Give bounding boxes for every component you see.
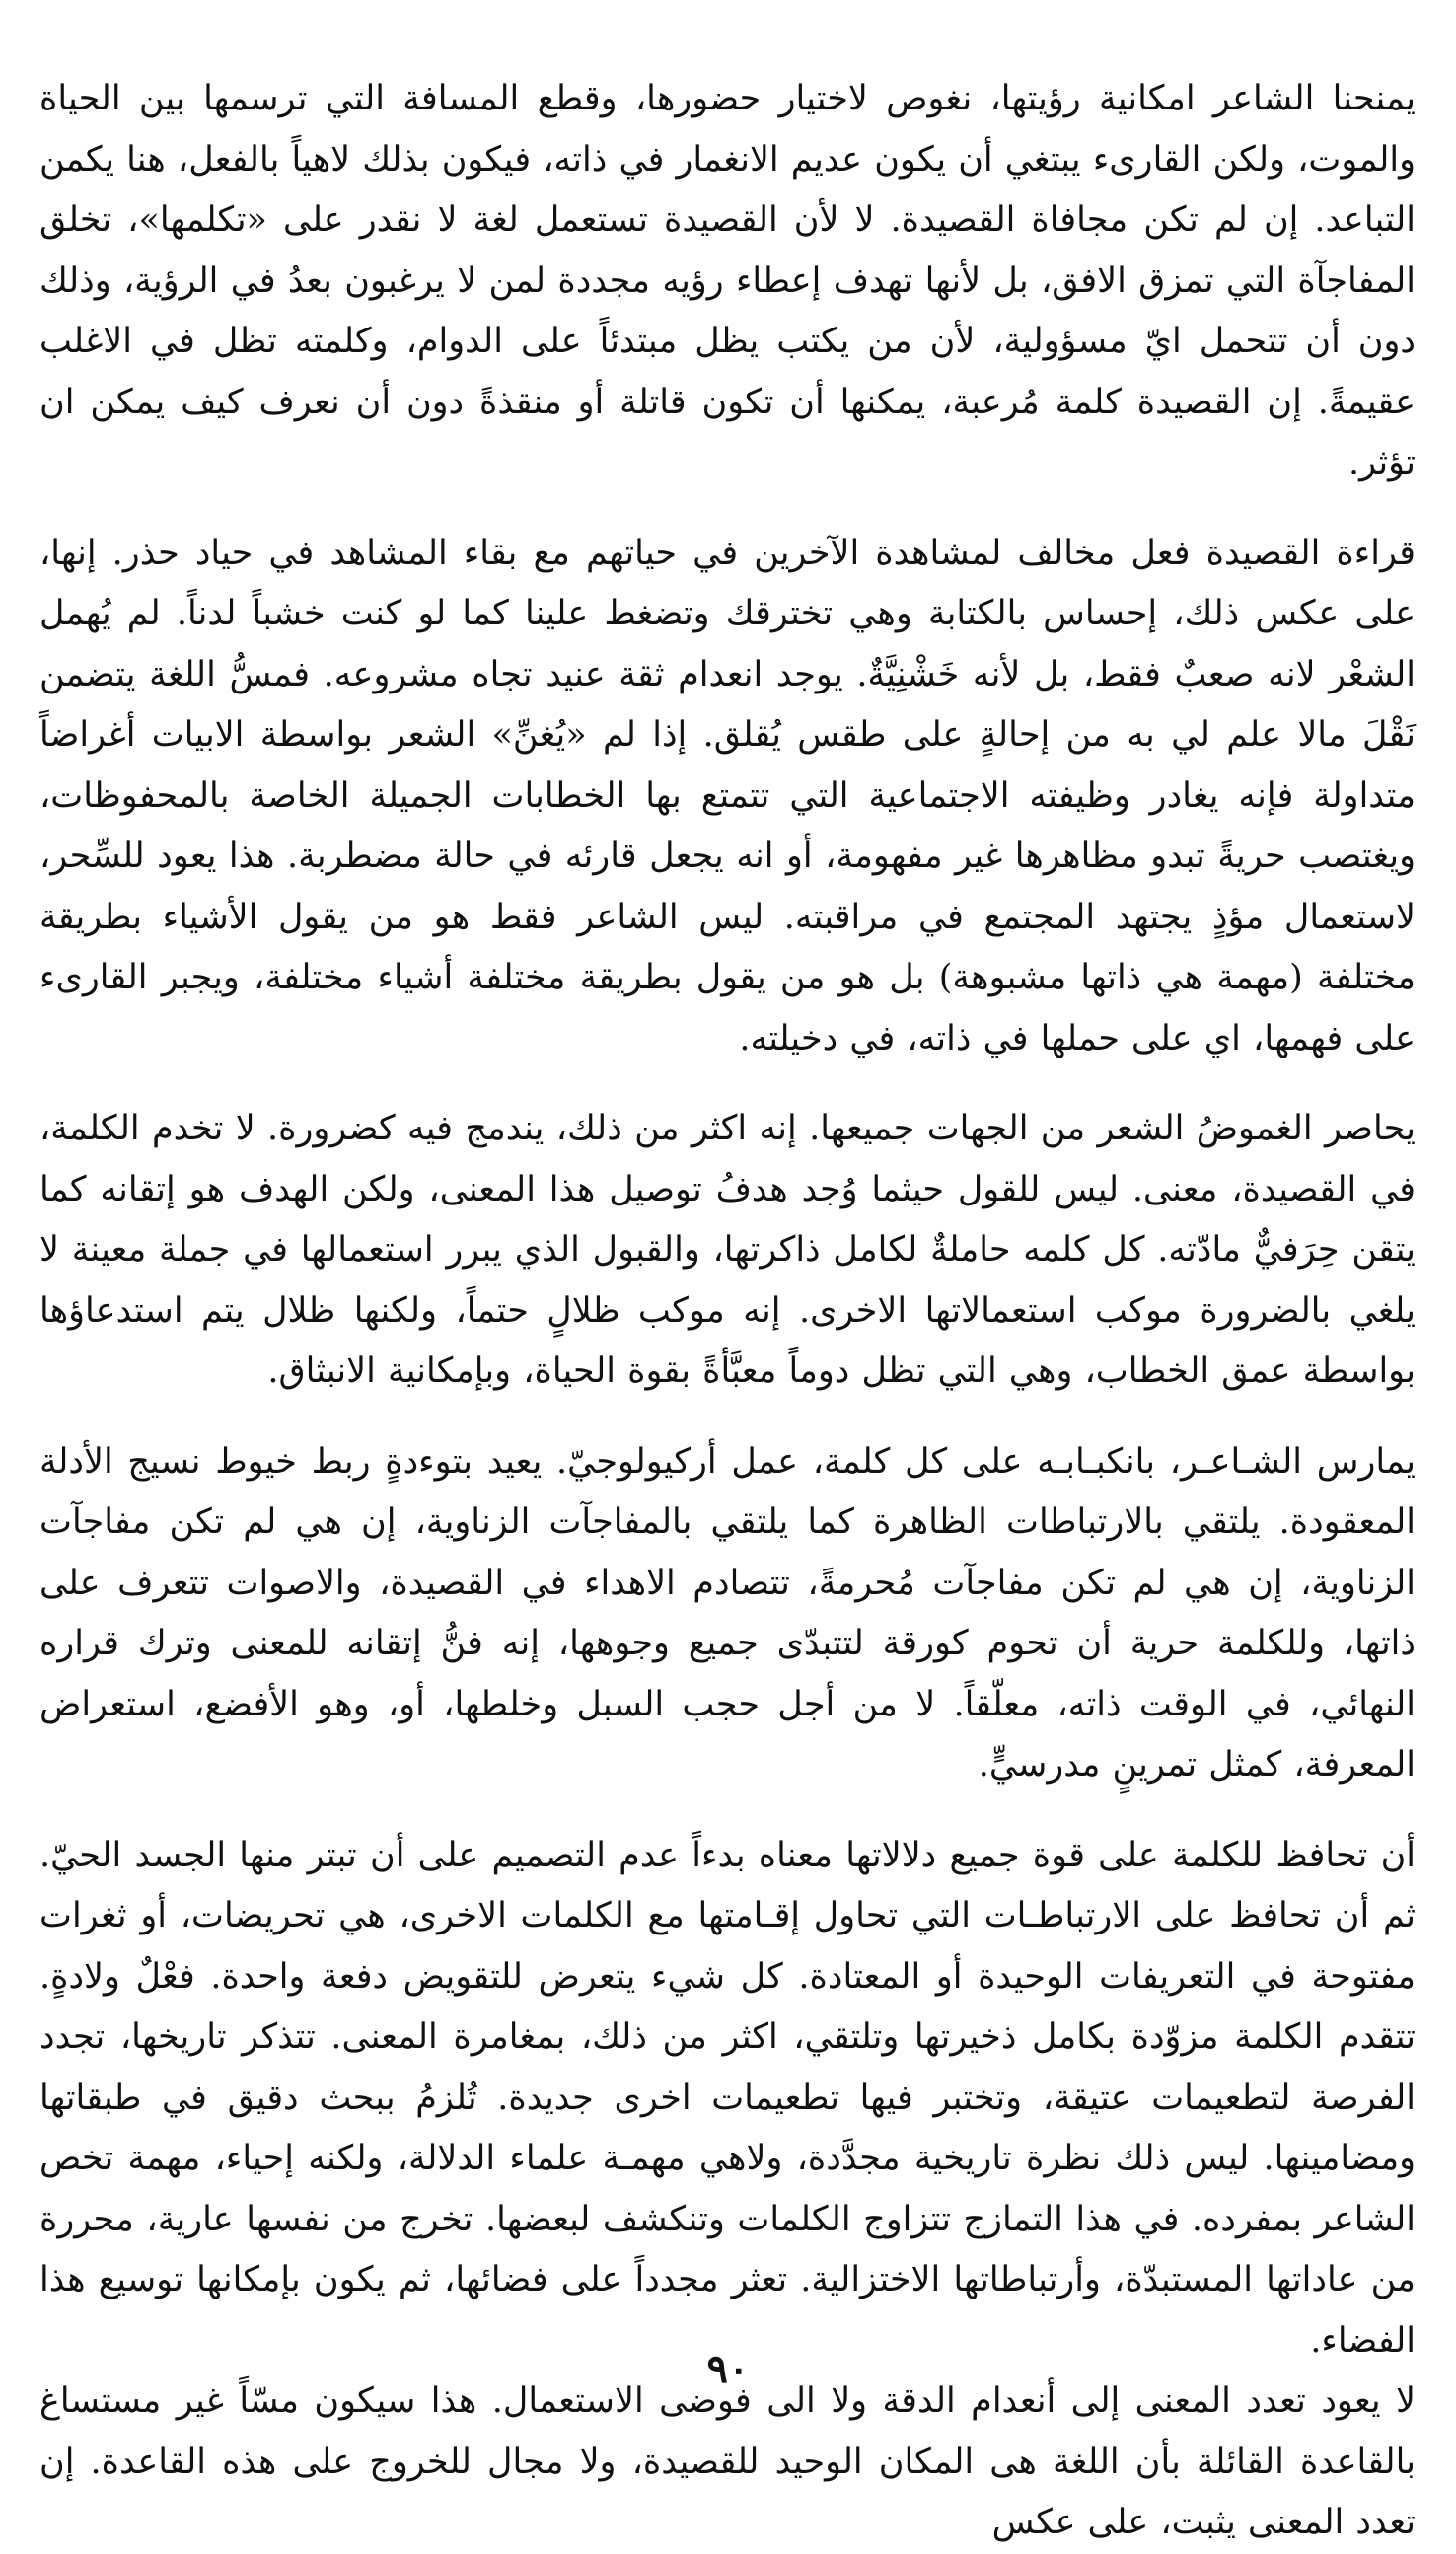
paragraph-2: قراءة القصيدة فعل مخالف لمشاهدة الآخرين في حياتهم مع بقاء المشاهد في حياد حذر. إنها، على عكس ذلك، إحساس بالكتابة وهي تخترقك وتضغط علينا كما لو كنت خشباً لدناً. لم يُهمل الشعْر لانه صعبٌ فقط، بل لأنه خَشْنِيَّةٌ. يوجد انعدام ثقة عنيد تجاه مشروعه. فمسُّ اللغة يتضمن نَقْلَ مالا علم لي به من إحالةٍ على طقس يُقلق. إذا لم «يُغنِّ» الشعر بواسطة الابيات أغراضاً متداولة فإنه يغادر وظيفته الاجتماعية التي تتمتع بها الخطابات الجميلة الخاصة بالمحفوظات، ويغتصب حريةً تبدو مظاهرها غير مفهومة، أو انه يجعل قارئه في حالة مضطربة. هذا يعود للسِّحر، لاستعمال مؤذٍ يجتهد المجتمع في مراقبته. ليس الشاعر فقط هو من يقول الأشياء بطريقة مختلفة (مهمة هي ذاتها مشبوهة) بل هو من يقول بطريقة مختلفة أشياء مختلفة، ويجبر القارىء على فهمها، اي على حملها في ذاته، في دخيلته. — [39, 533, 1416, 1058]
paragraph-5: أن تحافظ للكلمة على قوة جميع دلالاتها معناه بدءاً عدم التصميم على أن تبتر منها الجسد الحيّ. ثم أن تحافظ على الارتباطـات التي تحاول إقـامتها مع الكلمات الاخرى، هي تحريضات، أو ثغرات مفتوحة في التعريفات الوحيدة أو المعتادة. كل شيء يتعرض للتقويض دفعة واحدة. فعْلٌ ولادةٍ. تتقدم الكلمة مزوّدة بكامل ذخيرتها وتلتقي، اكثر من ذلك، بمغامرة المعنى. تتذكر تاريخها، تجدد الفرصة لتطعيمات عتيقة، وتختبر فيها تطعيمات اخرى جديدة. تُلزمُ ببحث دقيق في طبقاتها ومضامينها. ليس ذلك نظرة تاريخية مجدَّدة، ولاهي مهمـة علماء الدلالة، ولكنه إحياء، مهمة تخص الشاعر بمفرده. في هذا التمازج تتزاوج الكلمات وتنكشف لبعضها. تخرج من نفسها عارية، محررة من عاداتها المستبدّة، وأرتباطاتها الاختزالية. تعثر مجدداً على فضائها، ثم يكون بإمكانها توسيع هذا الفضاء. — [39, 1835, 1416, 2361]
paragraph-6: لا يعود تعدد المعنى إلى أنعدام الدقة ولا الى فوضى الاستعمال. هذا سيكون مسّاً غير مستساغ بالقاعدة القائلة بأن اللغة هى المكان الوحيد للقصيدة، ولا مجال للخروج على هذه القاعدة. إن تعدد المعنى يثبت، على عكس — [39, 2381, 1416, 2542]
paragraph-4: يمارس الشـاعـر، بانكبـابـه على كل كلمة، عمل أركيولوجيّ. يعيد بتوءدةٍ ربط خيوط نسيج الأدلة المعقودة. يلتقي بالارتباطات الظاهرة كما يلتقي بالمفاجآت الزناوية، إن هي لم تكن مفاجآت الزناوية، إن هي لم تكن مفاجآت مُحرمةً، تتصادم الاهداء في القصيدة، والاصوات تتعرف على ذاتها، وللكلمة حرية أن تحوم كورقة لتتبدّى جميع وجوهها، إنه فنُّ إتقانه للمعنى وترك قراره النهائي، في الوقت ذاته، معلّقاً. لا من أجل حجب السبل وخلطها، أو، وهو الأفضع، استعراض المعرفة، كمثل تمرينٍ مدرسيٍّ. — [39, 1441, 1416, 1785]
page-number: ٩٠ — [706, 2346, 750, 2392]
paragraph-1: يمنحنا الشاعر امكانية رؤيتها، نغوص لاختيار حضورها، وقطع المسافة التي ترسمها بين الحياة والموت، ولكن القارىء يبتغي أن يكون عديم الانغمار في ذاته، فيكون بذلك لاهياً بالفعل، هنا يكمن التباعد. إن لم تكن مجافاة القصيدة. لا لأن القصيدة تستعمل لغة لا نقدر على «تكلمها»، تخلق المفاجآة التي تمزق الافق، بل لأنها تهدف إعطاء رؤيه مجددة لمن لا يرغبون بعدُ في الرؤية، وذلك دون أن تتحمل ايّ مسؤولية، لأن من يكتب يظل مبتدئاً على الدوام، وكلمته تظل في الاغلب عقيمةً. إن القصيدة كلمة مُرعبة، يمكنها أن تكون قاتلة أو منقذةً دون أن نعرف كيف يمكن ان تؤثر. — [39, 79, 1416, 482]
paragraph-3: يحاصر الغموضُ الشعر من الجهات جميعها. إنه اكثر من ذلك، يندمج فيه كضرورة. لا تخدم الكلمة، في القصيدة، معنى. ليس للقول حيثما وُجد هدفُ توصيل هذا المعنى، ولكن الهدف هو إتقانه كما يتقن حِرَفيٌّ مادّته. كل كلمه حاملةٌ لكامل ذاكرتها، والقبول الذي يبرر استعمالها في جملة معينة لا يلغي بالضرورة موكب استعمالاتها الاخرى. إنه موكب ظلالٍ حتماً، ولكنها ظلال يتم استدعاؤها بواسطة عمق الخطاب، وهي التي تظل دوماً معبَّأةً بقوة الحياة، وبإمكانية الانبثاق. — [39, 1109, 1416, 1391]
